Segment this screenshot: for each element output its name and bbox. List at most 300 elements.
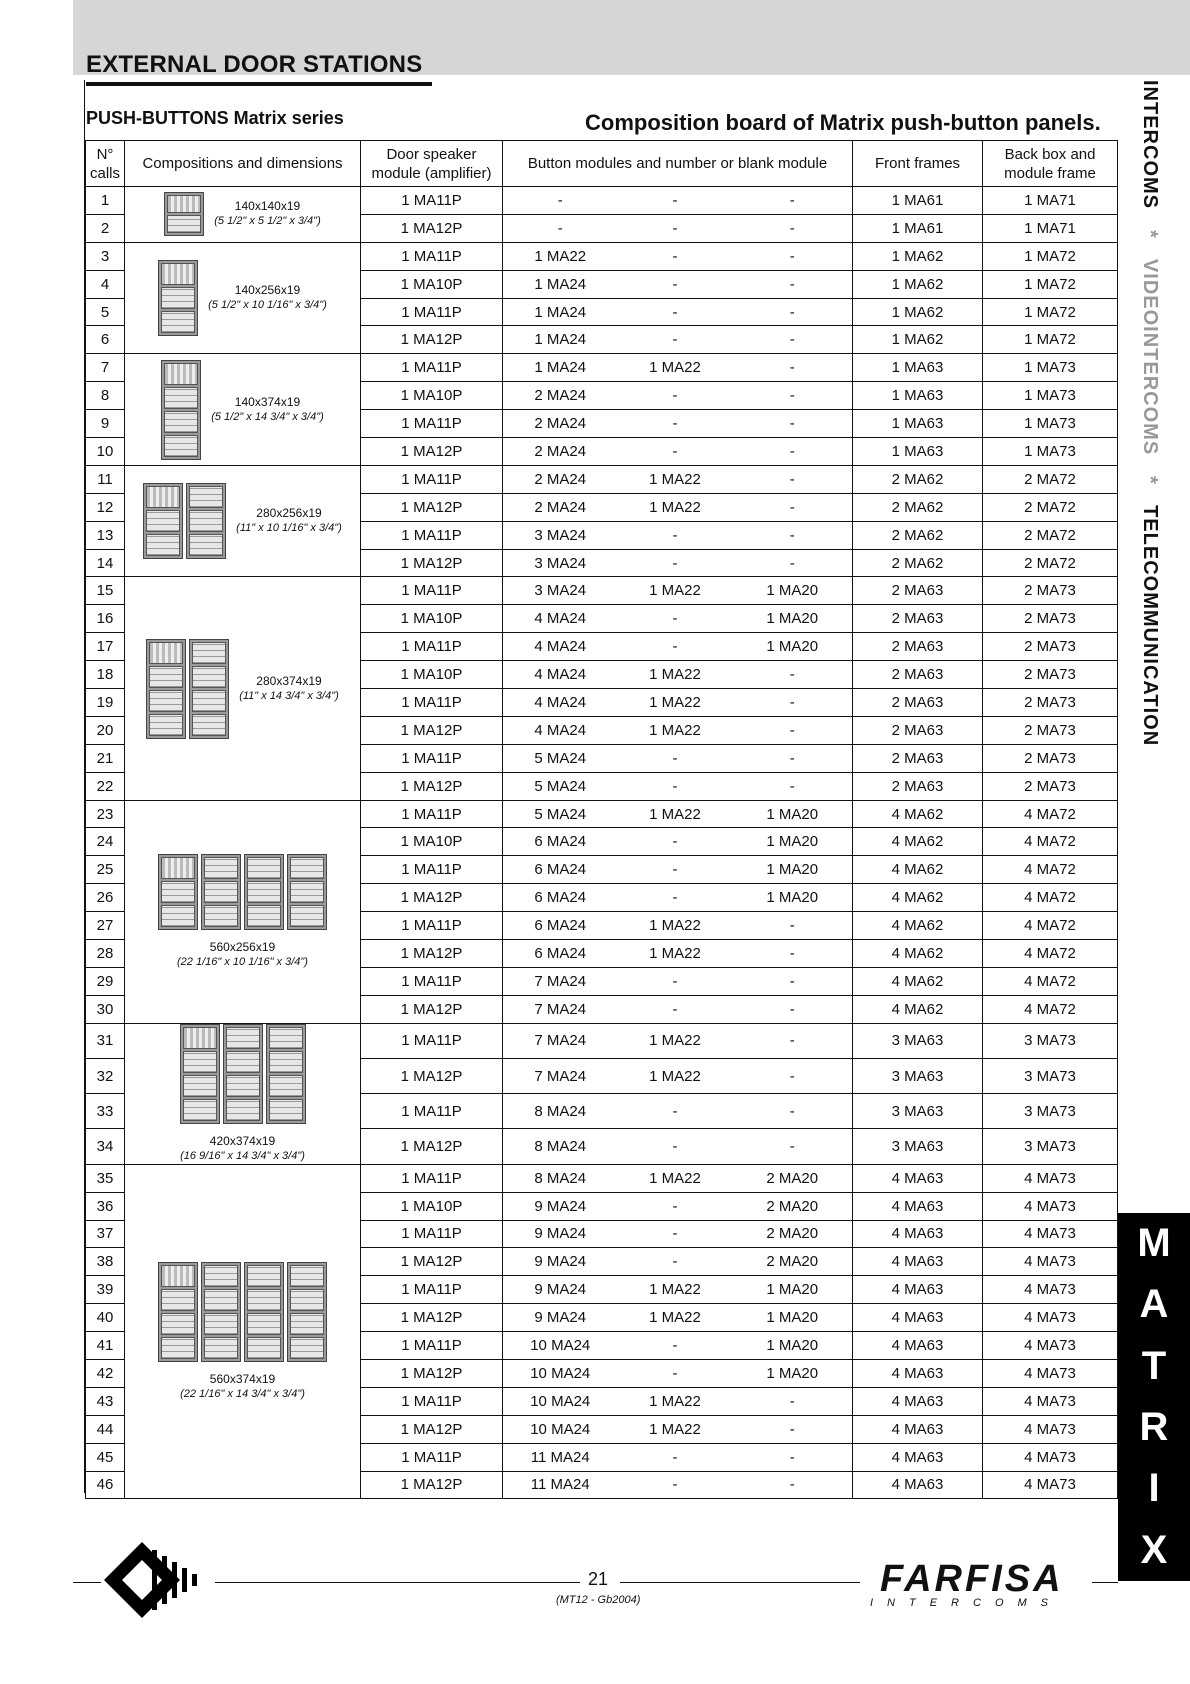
dimension-inch: (5 1/2" x 10 1/16" x 3/4")	[208, 299, 327, 312]
button-module-cell: -	[733, 493, 853, 521]
button-module-icon	[161, 881, 195, 903]
button-module-icon	[247, 1313, 281, 1335]
header-compositions: Compositions and dimensions	[125, 141, 361, 187]
calls-cell: 10	[86, 438, 125, 466]
button-module-cell: -	[733, 1023, 853, 1058]
button-module-icon	[149, 666, 183, 688]
calls-cell: 18	[86, 661, 125, 689]
button-module-cell: -	[618, 1332, 733, 1360]
button-module-cell: 6 MA24	[503, 912, 618, 940]
matrix-letter: M	[1137, 1221, 1171, 1266]
button-module-cell: -	[618, 521, 733, 549]
button-module-cell: -	[733, 382, 853, 410]
calls-cell: 23	[86, 800, 125, 828]
composition-cell	[125, 1023, 361, 1164]
button-module-cell: 1 MA24	[503, 354, 618, 382]
front-frame-cell: 3 MA63	[853, 1129, 983, 1164]
panel-illustration	[158, 1262, 327, 1362]
back-box-cell: 1 MA73	[983, 438, 1118, 466]
back-box-cell: 4 MA73	[983, 1387, 1118, 1415]
button-module-cell: -	[733, 995, 853, 1023]
button-module-cell: -	[618, 438, 733, 466]
dimension-inch: (11" x 10 1/16" x 3/4")	[236, 522, 342, 535]
button-module-cell: -	[733, 689, 853, 717]
front-frame-cell: 2 MA63	[853, 716, 983, 744]
door-speaker-cell: 1 MA12P	[361, 549, 503, 577]
front-frame-cell: 4 MA62	[853, 912, 983, 940]
back-box-cell: 4 MA73	[983, 1332, 1118, 1360]
button-module-cell: -	[733, 744, 853, 772]
door-speaker-cell: 1 MA11P	[361, 633, 503, 661]
back-box-cell: 2 MA72	[983, 549, 1118, 577]
back-box-cell: 4 MA73	[983, 1471, 1118, 1499]
button-module-cell: 10 MA24	[503, 1359, 618, 1387]
button-module-cell: 9 MA24	[503, 1248, 618, 1276]
back-box-cell: 1 MA71	[983, 187, 1118, 215]
calls-cell: 41	[86, 1332, 125, 1360]
button-module-icon	[269, 1051, 303, 1073]
door-speaker-cell: 1 MA12P	[361, 884, 503, 912]
table-header-row	[86, 141, 1118, 187]
button-module-icon	[204, 1265, 238, 1287]
button-module-icon	[226, 1051, 260, 1073]
button-module-cell: 1 MA20	[733, 1304, 853, 1332]
front-frame-cell: 4 MA63	[853, 1276, 983, 1304]
front-frame-cell: 1 MA63	[853, 438, 983, 466]
button-module-cell: 1 MA22	[618, 1415, 733, 1443]
button-module-cell: 10 MA24	[503, 1387, 618, 1415]
calls-cell: 27	[86, 912, 125, 940]
button-module-icon	[247, 857, 281, 879]
dimension-mm: 280x256x19	[256, 506, 322, 521]
button-module-icon	[189, 486, 223, 508]
panel-column	[146, 639, 186, 739]
door-speaker-cell: 1 MA12P	[361, 772, 503, 800]
button-module-cell: 3 MA24	[503, 577, 618, 605]
button-module-icon	[161, 1289, 195, 1311]
dimension-label	[214, 199, 321, 229]
calls-cell: 28	[86, 940, 125, 968]
button-module-cell: 1 MA22	[618, 689, 733, 717]
section-title: EXTERNAL DOOR STATIONS	[86, 51, 423, 78]
calls-cell: 24	[86, 828, 125, 856]
front-frame-cell: 2 MA62	[853, 465, 983, 493]
composition-cell	[125, 800, 361, 1023]
button-module-cell: 2 MA24	[503, 493, 618, 521]
button-module-icon	[247, 1337, 281, 1359]
door-speaker-cell: 1 MA11P	[361, 1276, 503, 1304]
button-module-icon	[290, 1265, 324, 1287]
door-speaker-cell: 1 MA11P	[361, 187, 503, 215]
button-module-cell: -	[733, 1129, 853, 1164]
panel-column	[201, 854, 241, 930]
button-module-icon	[161, 311, 195, 333]
front-frame-cell: 4 MA63	[853, 1220, 983, 1248]
matrix-letter: X	[1140, 1527, 1168, 1572]
dimension-mm: 560x374x19	[209, 1371, 276, 1386]
door-speaker-cell: 1 MA10P	[361, 661, 503, 689]
panel-column	[266, 1024, 306, 1124]
calls-cell: 4	[86, 270, 125, 298]
front-frame-cell: 2 MA63	[853, 633, 983, 661]
front-frame-cell: 4 MA62	[853, 995, 983, 1023]
button-module-cell: 1 MA20	[733, 828, 853, 856]
button-module-cell: 1 MA22	[618, 716, 733, 744]
front-frame-cell: 4 MA63	[853, 1471, 983, 1499]
front-frame-cell: 1 MA62	[853, 242, 983, 270]
button-module-icon	[161, 1337, 195, 1359]
dimension-mm: 140x374x19	[234, 394, 301, 409]
calls-cell: 32	[86, 1058, 125, 1093]
button-module-cell: -	[733, 1443, 853, 1471]
button-module-icon	[290, 857, 324, 879]
door-speaker-cell: 1 MA12P	[361, 716, 503, 744]
button-module-cell: 11 MA24	[503, 1471, 618, 1499]
header-door-speaker: Door speaker module (amplifier)	[361, 141, 503, 187]
back-box-cell: 1 MA73	[983, 410, 1118, 438]
back-box-cell: 2 MA72	[983, 521, 1118, 549]
button-module-cell: -	[618, 772, 733, 800]
front-frame-cell: 4 MA62	[853, 967, 983, 995]
panel-column	[287, 854, 327, 930]
panel-column	[180, 1024, 220, 1124]
button-module-cell: -	[618, 884, 733, 912]
back-box-cell: 2 MA73	[983, 661, 1118, 689]
button-module-cell: 1 MA22	[618, 465, 733, 493]
front-frame-cell: 4 MA63	[853, 1248, 983, 1276]
calls-cell: 43	[86, 1387, 125, 1415]
front-frame-cell: 1 MA61	[853, 187, 983, 215]
door-speaker-cell: 1 MA11P	[361, 912, 503, 940]
calls-cell: 6	[86, 326, 125, 354]
page-number: 21	[588, 1569, 609, 1589]
panel-column	[158, 1262, 198, 1362]
button-module-icon	[290, 1289, 324, 1311]
calls-cell: 33	[86, 1094, 125, 1129]
button-module-cell: -	[618, 967, 733, 995]
button-module-cell: 5 MA24	[503, 800, 618, 828]
button-module-icon	[149, 690, 183, 712]
button-module-icon	[247, 905, 281, 927]
button-module-icon	[192, 642, 226, 664]
back-box-cell: 4 MA72	[983, 940, 1118, 968]
door-speaker-cell: 1 MA11P	[361, 1164, 503, 1192]
button-module-cell: 1 MA22	[618, 1276, 733, 1304]
dimension-inch: (22 1/16" x 10 1/16" x 3/4")	[177, 955, 308, 968]
front-frame-cell: 3 MA63	[853, 1023, 983, 1058]
button-module-cell: -	[618, 633, 733, 661]
button-module-cell: 4 MA24	[503, 716, 618, 744]
button-module-cell: 1 MA22	[618, 1164, 733, 1192]
back-box-cell: 1 MA73	[983, 382, 1118, 410]
button-module-cell: -	[733, 326, 853, 354]
panel-illustration	[158, 854, 327, 930]
calls-cell: 20	[86, 716, 125, 744]
footer-rule-left	[215, 1582, 580, 1583]
button-module-icon	[290, 1337, 324, 1359]
button-module-cell: -	[618, 382, 733, 410]
matrix-letter: I	[1148, 1466, 1160, 1511]
front-frame-cell: 1 MA62	[853, 326, 983, 354]
button-module-icon	[204, 905, 238, 927]
button-module-cell: -	[733, 521, 853, 549]
button-module-cell: 1 MA22	[503, 242, 618, 270]
calls-cell: 26	[86, 884, 125, 912]
back-box-cell: 2 MA73	[983, 772, 1118, 800]
door-speaker-cell: 1 MA11P	[361, 242, 503, 270]
button-module-cell: 4 MA24	[503, 633, 618, 661]
dimension-inch: (16 9/16" x 14 3/4" x 3/4")	[180, 1149, 305, 1162]
calls-cell: 35	[86, 1164, 125, 1192]
button-module-icon	[290, 905, 324, 927]
back-box-cell: 4 MA72	[983, 995, 1118, 1023]
calls-cell: 16	[86, 605, 125, 633]
button-module-cell: -	[618, 856, 733, 884]
panel-column	[158, 260, 198, 336]
calls-cell: 45	[86, 1443, 125, 1471]
button-module-icon	[183, 1075, 217, 1097]
dimension-mm: 420x374x19	[209, 1133, 276, 1148]
button-module-cell: 8 MA24	[503, 1094, 618, 1129]
button-module-cell: 3 MA24	[503, 549, 618, 577]
calls-cell: 38	[86, 1248, 125, 1276]
button-module-cell: 1 MA22	[618, 354, 733, 382]
side-intercoms: INTERCOMS	[1139, 80, 1161, 209]
front-frame-cell: 4 MA63	[853, 1415, 983, 1443]
door-speaker-cell: 1 MA11P	[361, 1387, 503, 1415]
back-box-cell: 3 MA73	[983, 1129, 1118, 1164]
panel-illustration	[164, 192, 204, 236]
composition-table	[85, 140, 1118, 1499]
button-module-icon	[204, 857, 238, 879]
calls-cell: 46	[86, 1471, 125, 1499]
back-box-cell: 2 MA73	[983, 716, 1118, 744]
panel-column	[223, 1024, 263, 1124]
button-module-cell: 2 MA20	[733, 1192, 853, 1220]
calls-cell: 19	[86, 689, 125, 717]
button-module-cell: 1 MA24	[503, 270, 618, 298]
button-module-cell: -	[618, 995, 733, 1023]
matrix-letter: R	[1139, 1405, 1169, 1450]
dimension-mm: 280x374x19	[256, 673, 322, 688]
button-module-icon	[146, 534, 180, 556]
button-module-cell: 6 MA24	[503, 884, 618, 912]
button-module-cell: 9 MA24	[503, 1220, 618, 1248]
button-module-cell: -	[733, 214, 853, 242]
table-row	[86, 1023, 1118, 1058]
speaker-module-icon	[161, 1265, 195, 1287]
calls-cell: 36	[86, 1192, 125, 1220]
button-module-cell: 1 MA20	[733, 1359, 853, 1387]
button-module-cell: -	[733, 661, 853, 689]
side-tab-text	[1138, 80, 1161, 746]
button-module-cell: 1 MA22	[618, 1058, 733, 1093]
series-subtitle: PUSH-BUTTONS Matrix series	[86, 108, 344, 128]
calls-cell: 25	[86, 856, 125, 884]
door-speaker-cell: 1 MA12P	[361, 1058, 503, 1093]
speaker-module-icon	[161, 857, 195, 879]
button-module-cell: -	[618, 242, 733, 270]
door-speaker-cell: 1 MA11P	[361, 967, 503, 995]
button-module-icon	[204, 1337, 238, 1359]
calls-cell: 11	[86, 465, 125, 493]
dimension-mm: 560x256x19	[209, 939, 276, 954]
button-module-cell: -	[618, 1094, 733, 1129]
speaker-module-icon	[149, 642, 183, 664]
dimension-inch: (5 1/2" x 14 3/4" x 3/4")	[211, 410, 324, 423]
button-module-cell: 1 MA20	[733, 856, 853, 884]
door-speaker-cell: 1 MA10P	[361, 605, 503, 633]
button-module-icon	[269, 1099, 303, 1121]
calls-cell: 40	[86, 1304, 125, 1332]
button-module-icon	[164, 387, 198, 409]
button-module-icon	[247, 1265, 281, 1287]
door-speaker-cell: 1 MA12P	[361, 940, 503, 968]
back-box-cell: 1 MA71	[983, 214, 1118, 242]
button-module-cell: -	[503, 187, 618, 215]
button-module-cell: 11 MA24	[503, 1443, 618, 1471]
door-speaker-cell: 1 MA10P	[361, 1192, 503, 1220]
panel-column	[201, 1262, 241, 1362]
door-speaker-cell: 1 MA11P	[361, 744, 503, 772]
front-frame-cell: 4 MA62	[853, 800, 983, 828]
calls-cell: 37	[86, 1220, 125, 1248]
door-speaker-cell: 1 MA12P	[361, 1359, 503, 1387]
button-module-cell: 9 MA24	[503, 1304, 618, 1332]
door-speaker-cell: 1 MA11P	[361, 298, 503, 326]
panel-column	[143, 483, 183, 559]
button-module-cell: -	[618, 1359, 733, 1387]
button-module-cell: 1 MA20	[733, 1332, 853, 1360]
calls-cell: 9	[86, 410, 125, 438]
calls-cell: 2	[86, 214, 125, 242]
calls-cell: 14	[86, 549, 125, 577]
back-box-cell: 4 MA73	[983, 1220, 1118, 1248]
button-module-cell: 1 MA24	[503, 326, 618, 354]
button-module-icon	[269, 1075, 303, 1097]
button-module-cell: -	[618, 214, 733, 242]
front-frame-cell: 2 MA63	[853, 689, 983, 717]
back-box-cell: 2 MA72	[983, 465, 1118, 493]
door-speaker-cell: 1 MA10P	[361, 828, 503, 856]
button-module-icon	[226, 1027, 260, 1049]
button-module-cell: -	[618, 1443, 733, 1471]
composition-cell	[125, 187, 361, 243]
front-frame-cell: 2 MA62	[853, 493, 983, 521]
calls-cell: 21	[86, 744, 125, 772]
button-module-cell: -	[733, 716, 853, 744]
button-module-cell: -	[618, 1220, 733, 1248]
calls-cell: 34	[86, 1129, 125, 1164]
button-module-cell: 1 MA22	[618, 493, 733, 521]
door-speaker-cell: 1 MA12P	[361, 438, 503, 466]
door-speaker-cell: 1 MA11P	[361, 689, 503, 717]
button-module-icon	[183, 1051, 217, 1073]
button-module-icon	[161, 1313, 195, 1335]
back-box-cell: 4 MA72	[983, 967, 1118, 995]
front-frame-cell: 4 MA62	[853, 940, 983, 968]
button-module-icon	[290, 881, 324, 903]
dimension-inch: (11" x 14 3/4" x 3/4")	[239, 689, 339, 702]
button-module-cell: 2 MA20	[733, 1164, 853, 1192]
farfisa-emblem-icon	[102, 1540, 212, 1620]
button-module-cell: -	[733, 438, 853, 466]
button-module-cell: 4 MA24	[503, 605, 618, 633]
front-frame-cell: 1 MA63	[853, 354, 983, 382]
dimension-label	[239, 674, 339, 704]
door-speaker-cell: 1 MA12P	[361, 493, 503, 521]
button-module-icon	[192, 690, 226, 712]
button-module-cell: -	[733, 772, 853, 800]
button-module-cell: 1 MA20	[733, 884, 853, 912]
button-module-cell: 2 MA24	[503, 438, 618, 466]
back-box-cell: 1 MA72	[983, 326, 1118, 354]
side-telecommunication: TELECOMMUNICATION	[1139, 505, 1161, 747]
button-module-cell: -	[618, 744, 733, 772]
button-module-icon	[204, 881, 238, 903]
table-row	[86, 465, 1118, 493]
button-module-cell: -	[618, 1471, 733, 1499]
button-module-icon	[192, 666, 226, 688]
button-module-cell: -	[503, 214, 618, 242]
button-module-icon	[192, 714, 226, 736]
button-module-cell: 1 MA22	[618, 661, 733, 689]
panel-column	[189, 639, 229, 739]
table-row	[86, 242, 1118, 270]
back-box-cell: 4 MA73	[983, 1164, 1118, 1192]
button-module-cell: 7 MA24	[503, 967, 618, 995]
back-box-cell: 4 MA73	[983, 1415, 1118, 1443]
panel-illustration	[180, 1024, 306, 1124]
front-frame-cell: 2 MA63	[853, 605, 983, 633]
dimension-mm: 140x140x19	[234, 199, 301, 214]
brand-logo: FARFISA	[880, 1558, 1064, 1600]
panel-column	[164, 192, 204, 236]
back-box-cell: 3 MA73	[983, 1058, 1118, 1093]
back-box-cell: 1 MA72	[983, 298, 1118, 326]
button-module-cell: 1 MA22	[618, 577, 733, 605]
button-module-cell: 1 MA22	[618, 1387, 733, 1415]
button-module-cell: -	[618, 549, 733, 577]
panel-column	[158, 854, 198, 930]
button-module-cell: -	[618, 1248, 733, 1276]
button-module-cell: 2 MA24	[503, 465, 618, 493]
button-module-cell: 5 MA24	[503, 772, 618, 800]
back-box-cell: 2 MA73	[983, 744, 1118, 772]
front-frame-cell: 4 MA62	[853, 856, 983, 884]
door-speaker-cell: 1 MA11P	[361, 1094, 503, 1129]
button-module-cell: -	[733, 465, 853, 493]
doc-code: (MT12 - Gb2004)	[556, 1594, 641, 1606]
button-module-icon	[161, 287, 195, 309]
button-module-cell: -	[618, 326, 733, 354]
button-module-cell: -	[733, 354, 853, 382]
calls-cell: 7	[86, 354, 125, 382]
side-sep-1: *	[1139, 229, 1161, 239]
button-module-icon	[290, 1313, 324, 1335]
dimension-label	[211, 395, 324, 425]
back-box-cell: 3 MA73	[983, 1023, 1118, 1058]
button-module-icon	[189, 534, 223, 556]
back-box-cell: 4 MA73	[983, 1443, 1118, 1471]
button-module-cell: 2 MA24	[503, 382, 618, 410]
door-speaker-cell: 1 MA10P	[361, 270, 503, 298]
back-box-cell: 2 MA73	[983, 605, 1118, 633]
button-module-cell: 8 MA24	[503, 1129, 618, 1164]
button-module-cell: 3 MA24	[503, 521, 618, 549]
button-module-icon	[189, 510, 223, 532]
front-frame-cell: 4 MA63	[853, 1359, 983, 1387]
